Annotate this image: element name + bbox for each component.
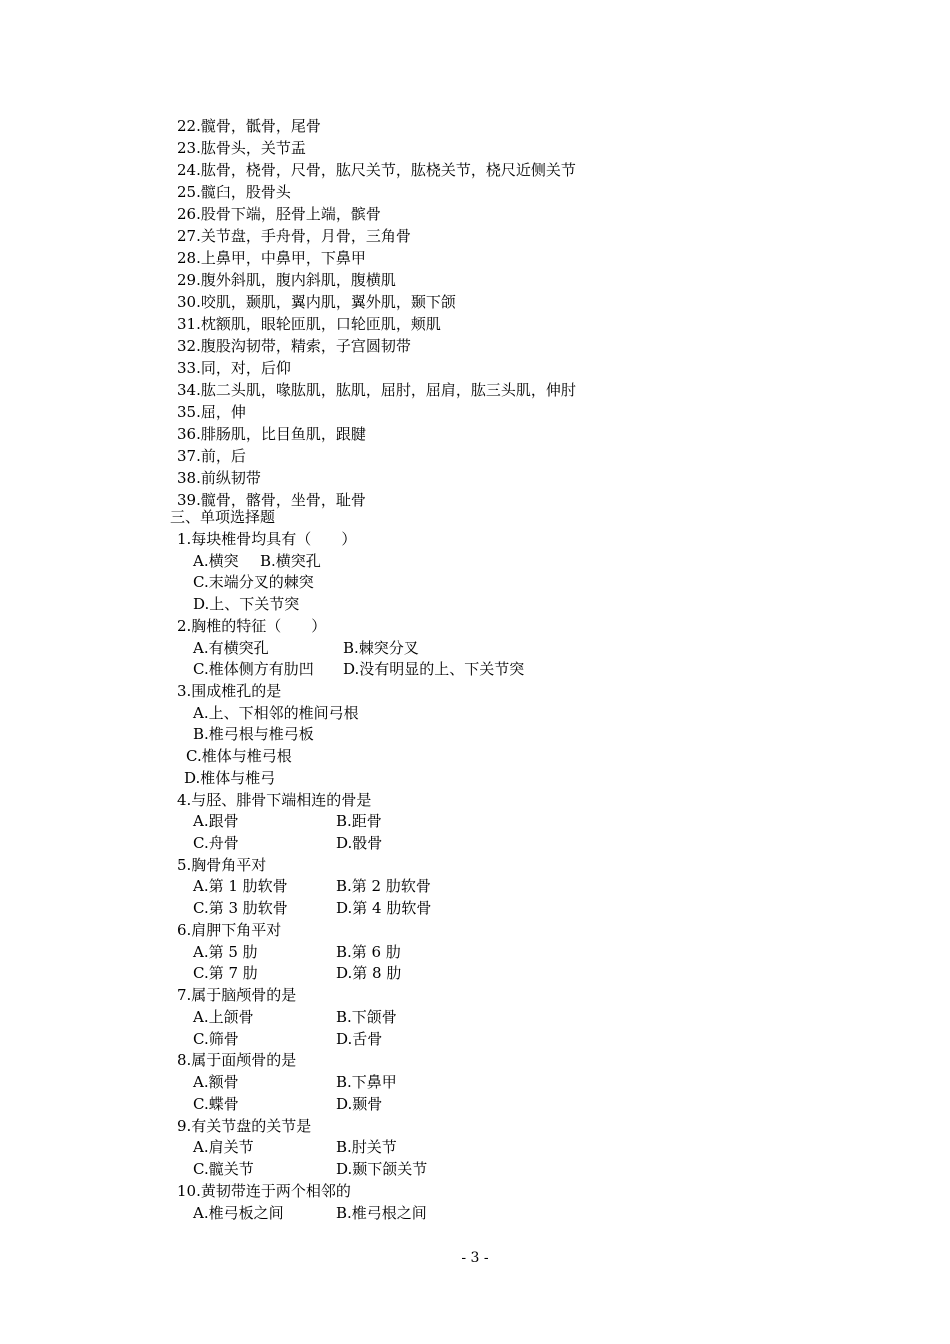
question-6-option-d: D.第 8 肋: [336, 964, 402, 982]
question-8-option-d: D.颞骨: [336, 1095, 383, 1113]
question-1-option-a: A.横突: [193, 552, 239, 570]
question-4-option-c: C.舟骨: [193, 834, 239, 852]
section-title: 三、单项选择题: [170, 508, 276, 526]
answer-34: 34.肱二头肌，喙肱肌，肱肌，屈肘，屈肩，肱三头肌，伸肘: [177, 381, 576, 399]
question-10-option-a: A.椎弓板之间: [193, 1204, 284, 1222]
question-8-option-c: C.蝶骨: [193, 1095, 239, 1113]
question-9-stem: 9.有关节盘的关节是: [177, 1117, 312, 1135]
question-8-option-b: B.下鼻甲: [336, 1073, 397, 1091]
page-number: - 3 -: [461, 1250, 489, 1266]
question-10-stem: 10.黄韧带连于两个相邻的: [177, 1182, 351, 1200]
fill-in-answers: [177, 116, 697, 512]
question-3-stem: 3.围成椎孔的是: [177, 682, 282, 700]
question-4-option-d: D.骰骨: [336, 834, 383, 852]
answer-25: 25.髋臼，股骨头: [177, 183, 291, 201]
question-4-option-a: A.跟骨: [193, 812, 239, 830]
question-7-option-c: C.筛骨: [193, 1030, 239, 1048]
question-9-option-a: A.肩关节: [193, 1138, 254, 1156]
question-7-option-a: A.上颌骨: [193, 1008, 254, 1026]
question-3-option-c: C.椎体与椎弓根: [186, 747, 292, 765]
answer-23: 23.肱骨头，关节盂: [177, 139, 306, 157]
question-5-option-d: D.第 4 肋软骨: [336, 899, 432, 917]
question-2-stem: 2.胸椎的特征（ ）: [177, 617, 327, 635]
question-5-option-a: A.第 1 肋软骨: [193, 877, 288, 895]
question-8-stem: 8.属于面颅骨的是: [177, 1051, 297, 1069]
question-7-option-b: B.下颌骨: [336, 1008, 397, 1026]
answer-26: 26.股骨下端，胫骨上端，髌骨: [177, 205, 381, 223]
question-8-option-a: A.额骨: [193, 1073, 239, 1091]
question-4-option-b: B.距骨: [336, 812, 382, 830]
answer-38: 38.前纵韧带: [177, 469, 261, 487]
question-4-stem: 4.与胫、腓骨下端相连的骨是: [177, 791, 372, 809]
question-7-option-d: D.舌骨: [336, 1030, 383, 1048]
question-9-option-d: D.颞下颌关节: [336, 1160, 428, 1178]
answer-39: 39.髋骨，髂骨，坐骨，耻骨: [177, 491, 366, 509]
question-5-option-b: B.第 2 肋软骨: [336, 877, 431, 895]
question-10-option-b: B.椎弓根之间: [336, 1204, 427, 1222]
question-5-stem: 5.胸骨角平对: [177, 856, 267, 874]
question-6-option-a: A.第 5 肋: [193, 943, 258, 961]
answer-35: 35.屈，伸: [177, 403, 246, 421]
answer-33: 33.同，对，后仰: [177, 359, 291, 377]
question-2-option-a: A.有横突孔: [193, 639, 269, 657]
question-6-option-c: C.第 7 肋: [193, 964, 258, 982]
question-9-option-b: B.肘关节: [336, 1138, 397, 1156]
question-3-option-b: B.椎弓根与椎弓板: [193, 725, 314, 743]
question-6-option-b: B.第 6 肋: [336, 943, 401, 961]
question-3-option-d: D.椎体与椎弓: [184, 769, 276, 787]
answer-37: 37.前，后: [177, 447, 246, 465]
question-2-option-d: D.没有明显的上、下关节突: [343, 660, 525, 678]
answer-27: 27.关节盘，手舟骨，月骨，三角骨: [177, 227, 411, 245]
answer-28: 28.上鼻甲，中鼻甲，下鼻甲: [177, 249, 366, 267]
question-1-option-b: B.横突孔: [260, 552, 321, 570]
question-5-option-c: C.第 3 肋软骨: [193, 899, 288, 917]
answer-36: 36.腓肠肌，比目鱼肌，跟腱: [177, 425, 366, 443]
question-3-option-a: A.上、下相邻的椎间弓根: [193, 704, 359, 722]
question-9-option-c: C.髋关节: [193, 1160, 254, 1178]
answer-31: 31.枕额肌，眼轮匝肌，口轮匝肌，颊肌: [177, 315, 441, 333]
question-1-stem: 1.每块椎骨均具有（ ）: [177, 530, 357, 548]
answer-29: 29.腹外斜肌，腹内斜肌，腹横肌: [177, 271, 396, 289]
answer-22: 22.髋骨，骶骨，尾骨: [177, 117, 321, 135]
question-2-option-b: B.棘突分叉: [343, 639, 419, 657]
answer-32: 32.腹股沟韧带，精索，子宫圆韧带: [177, 337, 411, 355]
question-1-option-d: D.上、下关节突: [193, 595, 300, 613]
answer-30: 30.咬肌，颞肌，翼内肌，翼外肌，颞下颌: [177, 293, 456, 311]
question-6-stem: 6.肩胛下角平对: [177, 921, 282, 939]
answer-24: 24.肱骨，桡骨，尺骨，肱尺关节，肱桡关节，桡尺近侧关节: [177, 161, 576, 179]
question-1-option-c: C.末端分叉的棘突: [193, 573, 314, 591]
question-2-option-c: C.椎体侧方有肋凹: [193, 660, 314, 678]
question-7-stem: 7.属于脑颅骨的是: [177, 986, 297, 1004]
